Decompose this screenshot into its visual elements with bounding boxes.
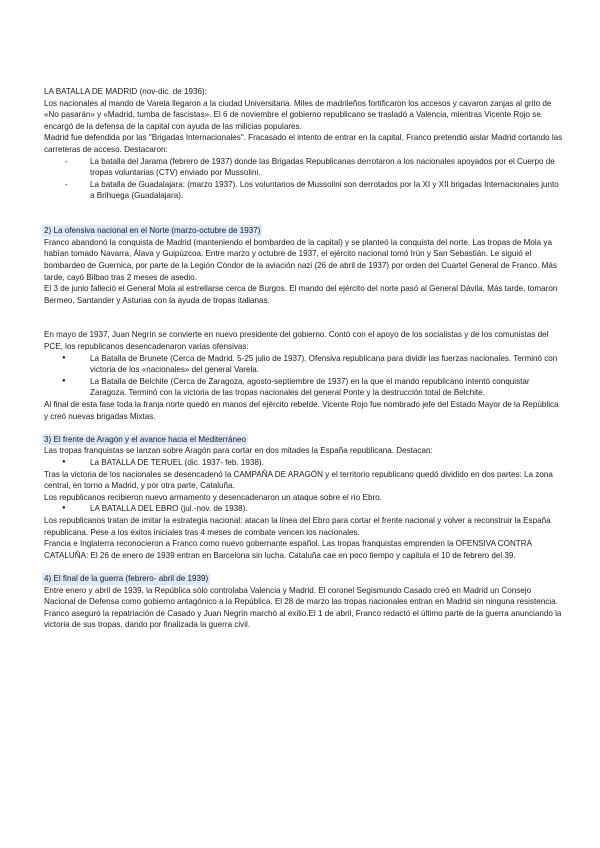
paragraph: Las tropas franquistas se lanzan sobre Aragón para cortar en dos mitades la España republicana. Destacan: <box>44 446 433 456</box>
bullet-list <box>44 457 564 469</box>
list-item: ● LA BATALLA DEL EBRO (jul.-nov. de 1938). <box>44 503 564 515</box>
list-item: - La batalla del Jarama (febrero de 1937) donde las Brigadas Republicanas derrotaron a los nacionales apoyados por el Cuerpo de tropas voluntarias (CTV) enviado por Mussolini. <box>44 156 564 179</box>
section1-heading: LA BATALLA DE MADRID (nov-dic. de 1936): <box>44 87 207 96</box>
list-item: - La batalla de Guadalajara: (marzo 1937). Los voluntarios de Mussolini son derrotados por la XI y XII brigadas Internacionales junto a Brihuega (Guadalajara). <box>44 179 564 202</box>
paragraph: Al final de esta fase toda la franja norte quedó en manos del ejército rebelde. Vicente Rojo fue nombrado jefe del Estado Mayor de la República y creó nuevas brigadas Mixtas. <box>44 400 559 421</box>
section4-heading: 4) El final de la guerra (febrero- abril de 1939) <box>44 573 209 583</box>
paragraph: Entre enero y abril de 1939, la República sólo controlaba Valencia y Madrid. El coronel Segismundo Casado creó en Madrid un Consejo Nacional de Defensa como gobierno antagónico a la República. El 28 de marzo las tropas nacionales entran en Madrid sin ninguna resistencia. Franco aseguró la repatriación de Casado y Juan Negrín marchó al exilio.El 1 de abril, Franco redactó el último parte de la guerra anunciando la victoria de sus tropas, dando por finalizada la guerra civil. <box>44 585 562 630</box>
paragraph: Madrid fue defendida por las "Brigadas Internacionales". Fracasado el intento de entrar en la capital, Franco pretendió aislar Madrid cortando las carreteras de acceso. Destacaron: <box>44 133 563 154</box>
list-item: ● La Batalla de Brunete (Cerca de Madrid. 5-25 julio de 1937). Ofensiva republicana para dividir las fuerzas nacionales. Terminó con victoria de los «nacionales» del general Varela. <box>44 353 564 376</box>
bullet-list <box>44 503 564 515</box>
list-item: ● La BATALLA DE TERUEL (dic. 1937- feb. 1938). <box>44 457 564 469</box>
bullet-list <box>44 353 564 399</box>
document-page <box>44 86 564 631</box>
section2-heading: 2) La ofensiva nacional en el Norte (marzo-octubre de 1937) <box>44 226 261 236</box>
paragraph: Los republicanos tratan de imitar la estrategia nacional: atacan la línea del Ebro para cortar el frente nacional y volver a reconstruir la España republicana. Pese a los éxitos iniciales tras 4 meses de combate vencen los nacionales. <box>44 515 551 537</box>
paragraph: Tras la victoria de los nacionales se desencadenó la CAMPAÑA DE ARAGÓN y el territorio republicano quedó dividido en dos partes: La zona central, en torno a Madrid, y por otra parte, Cataluña. <box>44 469 553 491</box>
paragraph: Francia e Inglaterra reconocieron a Franco como nuevo gobernante español. Las tropas franquistas emprenden la OFENSIVA CONTRA CATALUÑA: El 26 de enero de 1939 entran en Barcelona sin lucha. Cataluña cae en poco tiempo y capitula el 10 de febrero del 39. <box>44 539 532 560</box>
paragraph: Franco abandonó la conquista de Madrid (manteniendo el bombardeo de la capital) y se planteó la conquista del norte. Las tropas de Mola ya habían tomado Navarra, Álava y Guipúzcoa. Entre marzo y octubre de 1937, el ejército nacional tomó Irún y San Sebastián. Le siguió el bombardeo de Guernica, por parte de la Legión Cóndor de la aviación nazi (26 de abril de 1937) por orden del Cuartel General de Franco. Más tarde, cayó Bilbao tras 2 meses de asedio. <box>44 237 557 282</box>
paragraph: Los republicanos recibieron nuevo armamento y desencadenaron un ataque sobre el río Ebro. <box>44 492 382 502</box>
paragraph: El 3 de junio falleció el General Mola al estrellarse cerca de Burgos. El mando del ejército del norte pasó al General Dávila. Más tarde, tomaron Bermeo, Santander y Asturias con la ayuda de tropas italianas. <box>44 284 558 305</box>
paragraph: Los nacionales al mando de Varela llegaron a la ciudad Universitaria. Miles de madrileños fortificaron los accesos y cavaron zanjas al grito de «No pasarán» y «Madrid, tumba de fascistas». El 6 de noviembre el gobierno republicano se trasladó a Valencia, mientras Vicente Rojo se encargó de la defensa de la capital con ayuda de las milicias populares. <box>44 98 552 131</box>
section3-heading: 3) El frente de Aragón y el avance hacia el Mediterráneo <box>44 434 247 444</box>
list-item: ● La Batalla de Belchite (Cerca de Zaragoza, agosto-septiembre de 1937) en la que el mando republicano intentó conquistar Zaragoza. Terminó con la victoria de las tropas nacionales del general Ponte y la destrucción total de Belchite. <box>44 376 564 399</box>
dash-list <box>44 156 564 202</box>
paragraph: En mayo de 1937, Juan Negrín se convierte en nuevo presidente del gobierno. Contó con el apoyo de los socialistas y de los comunistas del PCE, los republicanos desencadenaron varias ofensivas: <box>44 330 549 352</box>
